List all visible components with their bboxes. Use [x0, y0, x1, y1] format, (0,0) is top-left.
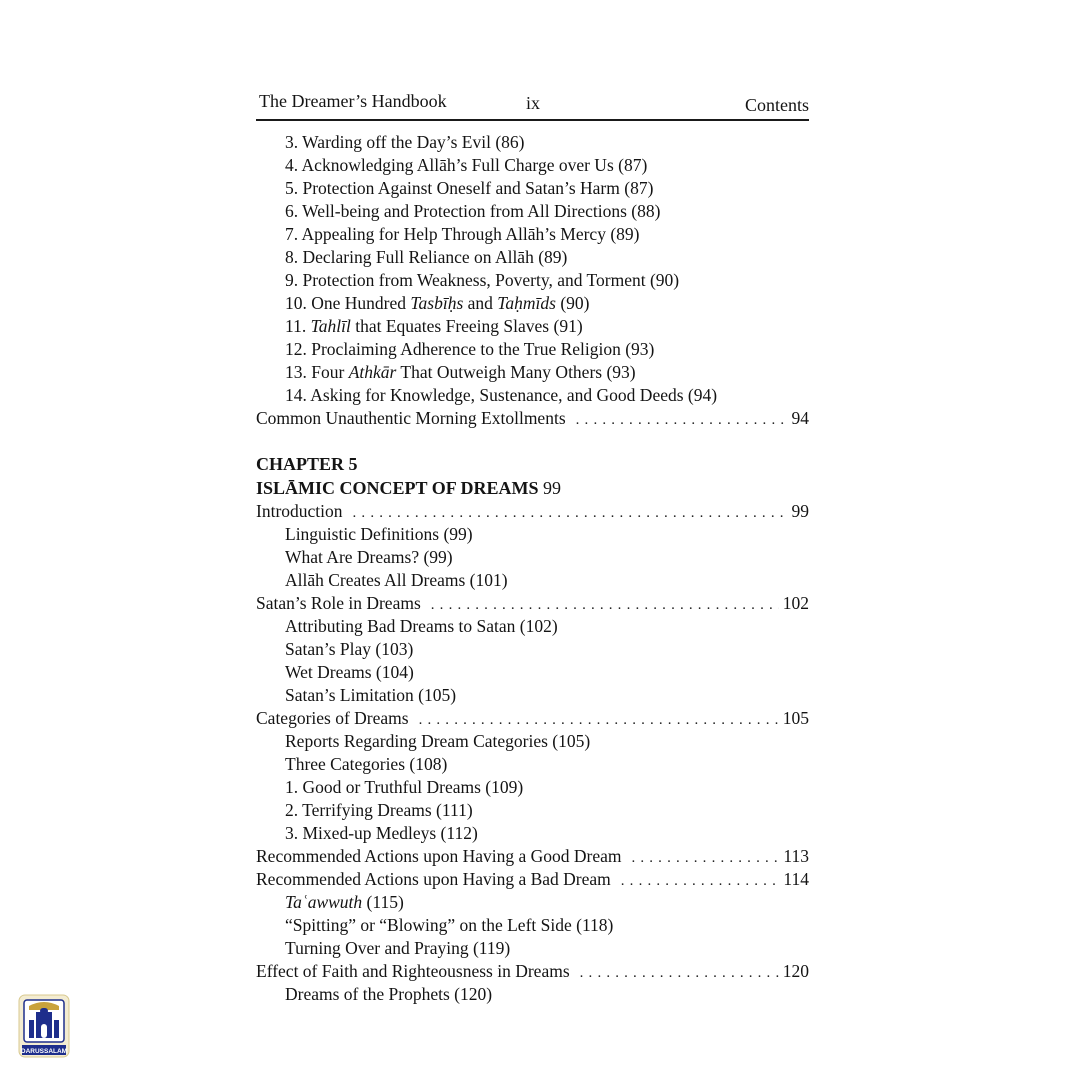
toc-section-entry: Common Unauthentic Morning Extollments . . . 94	[256, 407, 809, 430]
running-header	[256, 88, 809, 118]
toc-entry: Turning Over and Praying (119)	[285, 938, 511, 958]
leader-dots	[419, 709, 779, 732]
leader-dots	[621, 870, 780, 893]
toc-entry: 7. Appealing for Help Through Allāh’s Mercy (89)	[285, 224, 640, 244]
page-folio: ix	[526, 93, 541, 113]
toc-entry: 10. One Hundred Tasbīḥs and Taḥmīds (90)	[285, 293, 590, 313]
toc-entry: Dreams of the Prophets (120)	[285, 984, 493, 1004]
toc-entry: Linguistic Definitions (99)	[285, 524, 473, 544]
leader-dots	[580, 962, 779, 985]
toc-entry: What Are Dreams? (99)	[285, 547, 453, 567]
toc-entry: 2. Terrifying Dreams (111)	[285, 800, 473, 820]
toc-entry: 1. Good or Truthful Dreams (109)	[285, 777, 524, 797]
toc-entry: Satan’s Play (103)	[285, 639, 414, 659]
toc-section-entry: Introduction . . . 99	[256, 500, 809, 523]
toc-entry: Satan’s Limitation (105)	[285, 685, 457, 705]
toc-entry: 5. Protection Against Oneself and Satan’s Harm (87)	[285, 178, 654, 198]
toc-section-entry: Effect of Faith and Righteousness in Dreams . . . 120	[256, 960, 809, 983]
book-title: The Dreamer’s Handbook	[259, 91, 447, 111]
toc-section-entry: Recommended Actions upon Having a Bad Dream . . . 114	[256, 868, 809, 891]
toc-entry: 12. Proclaiming Adherence to the True Religion (93)	[285, 339, 655, 359]
toc-entry: 8. Declaring Full Reliance on Allāh (89)	[285, 247, 568, 267]
toc-entry: Wet Dreams (104)	[285, 662, 414, 682]
toc-entry: 3. Warding off the Day’s Evil (86)	[285, 132, 525, 152]
toc-entry: 6. Well-being and Protection from All Directions (88)	[285, 201, 661, 221]
toc-entry: 13. Four Athkār That Outweigh Many Others (93)	[285, 362, 636, 382]
darussalam-logo	[18, 994, 70, 1058]
toc-section-entry: Satan’s Role in Dreams . . . 102	[256, 592, 809, 615]
leader-dots	[431, 594, 779, 617]
toc-entry: “Spitting” or “Blowing” on the Left Side (118)	[285, 915, 614, 935]
chapter-title: ISLĀMIC CONCEPT OF DREAMS 99	[256, 478, 562, 498]
header-rule	[256, 119, 809, 121]
toc-entry: Allāh Creates All Dreams (101)	[285, 570, 508, 590]
toc-entry: 9. Protection from Weakness, Poverty, and Torment (90)	[285, 270, 680, 290]
toc-entry: Three Categories (108)	[285, 754, 448, 774]
section-title: Contents	[744, 95, 809, 115]
leader-dots	[576, 409, 788, 432]
toc-section-entry: Recommended Actions upon Having a Good Dream . . . 113	[256, 845, 809, 868]
toc-entry: 14. Asking for Knowledge, Sustenance, and Good Deeds (94)	[285, 385, 718, 405]
leader-dots	[631, 847, 779, 870]
toc-entry: Taʿawwuth (115)	[285, 892, 404, 912]
toc-entry: Attributing Bad Dreams to Satan (102)	[285, 616, 558, 636]
chapter-number: CHAPTER 5	[256, 454, 358, 474]
toc-entry: 3. Mixed-up Medleys (112)	[285, 823, 478, 843]
toc-entry: 11. Tahlīl that Equates Freeing Slaves (91)	[285, 316, 583, 336]
publisher-logo-icon	[18, 994, 70, 1058]
toc-entry: Reports Regarding Dream Categories (105)	[285, 731, 591, 751]
table-of-contents	[256, 131, 809, 1006]
contents-page	[256, 0, 809, 1080]
toc-entry: 4. Acknowledging Allāh’s Full Charge over Us (87)	[285, 155, 648, 175]
svg-text:DARUSSALAM: DARUSSALAM	[20, 1048, 68, 1055]
leader-dots	[353, 502, 788, 525]
toc-section-entry: Categories of Dreams . . . 105	[256, 707, 809, 730]
